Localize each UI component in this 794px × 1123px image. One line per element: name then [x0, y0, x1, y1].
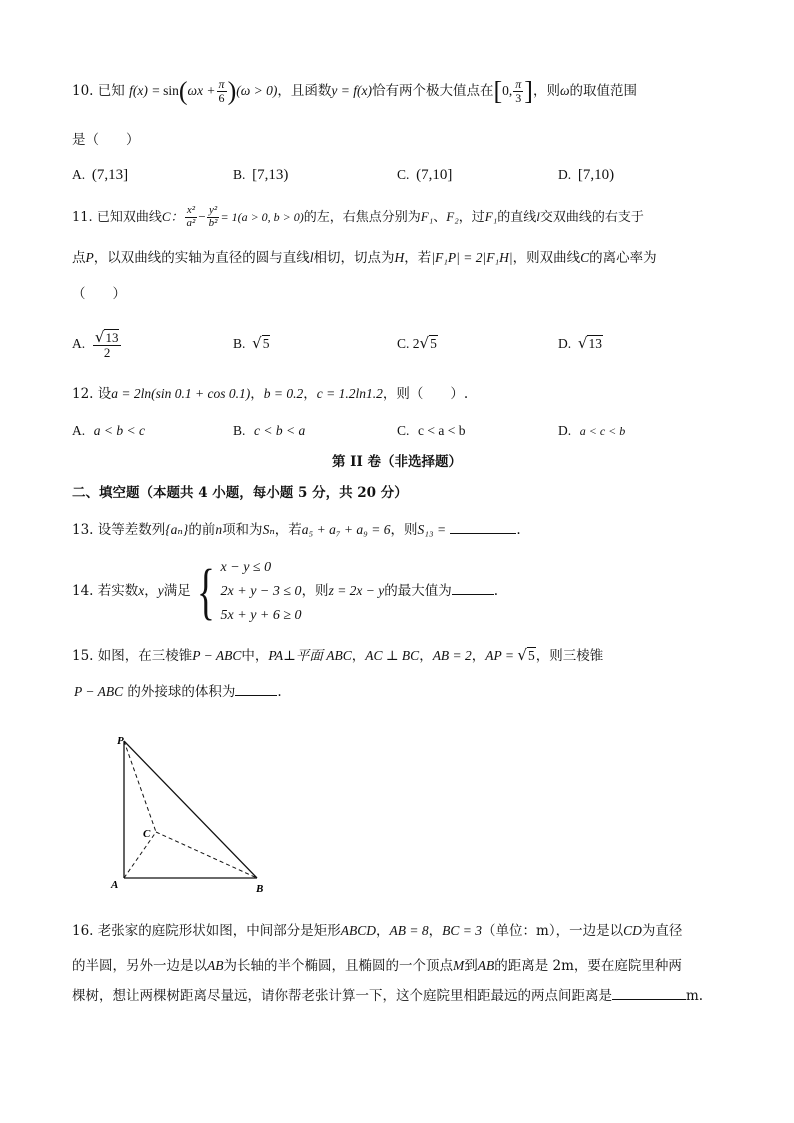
q10-pi: π [218, 77, 225, 92]
q14-constraint-2: 2x + y − 3 ≤ 0 [220, 583, 302, 599]
q15-pabc: P − ABC [192, 648, 242, 663]
q11-line2-d: ，若 [404, 250, 432, 266]
q16-ab: AB [207, 958, 224, 973]
q16-line2 [72, 955, 682, 977]
q11-line2-c: 相切，切点为 [313, 250, 395, 266]
q10-six: 6 [218, 91, 225, 105]
q10-pi-over-3 [513, 78, 523, 104]
part2-title: 第 II 卷（非选择题） [331, 454, 463, 470]
q15-end: . [277, 684, 282, 700]
q16-line1-b: ， [376, 923, 390, 939]
q10-three: 3 [515, 91, 522, 105]
q12-option-b-value: c < b < a [253, 423, 306, 438]
q11-intro: 已知双曲线 [96, 210, 162, 225]
q15-tetrahedron-figure [100, 728, 280, 898]
q12-intro: 设 [97, 386, 112, 402]
q11-mid3: 的直线 [497, 210, 537, 225]
q10-paren-open: ( [178, 76, 188, 106]
q11-option-d-label: D. [558, 336, 572, 351]
q12-option-d [558, 421, 625, 441]
q11-l2: l [309, 250, 314, 265]
q16-line3 [72, 985, 703, 1007]
q13-s13: S₁₃ = [417, 522, 447, 537]
label-c: C [143, 828, 151, 840]
q14-constraint-1: x − y ≤ 0 [220, 559, 272, 575]
q11-option-a-den: 2 [103, 345, 111, 361]
q13-seq: {aₙ} [165, 522, 189, 537]
q12-option-d-value: a < c < b [579, 424, 626, 438]
q16-line1-e: 为直径 [641, 923, 683, 939]
q15-line2-b: 的外接球的体积为 [127, 684, 236, 700]
q10-option-a-value: (7,13] [91, 167, 129, 183]
label-a: A [111, 879, 119, 891]
q13-cond: a₅ + a₇ + a₉ = 6 [301, 522, 391, 537]
q11-line3: （ ） [72, 286, 126, 302]
q14-mid: 满足 [163, 583, 191, 599]
q11-option-a-num: √13 [93, 330, 122, 347]
q14-line1 [72, 553, 498, 629]
q10-tail: ，则 [532, 83, 560, 99]
q14-constraint-3: 5x + y + 6 ≥ 0 [220, 607, 302, 623]
q12-option-b [233, 421, 305, 441]
q11-option-c: C. 2√5 [397, 334, 437, 352]
q12-c-def: c = 1.2ln1.2 [316, 386, 383, 401]
q16-abcd: ABCD [340, 923, 377, 938]
q11-option-d: D. √13 [558, 334, 602, 352]
q10-option-c [397, 165, 452, 185]
q11-y2-over-b2 [207, 205, 220, 229]
q12-line1 [72, 383, 468, 405]
q16-line2-a: 的半圆，另外一边是以 [72, 958, 207, 974]
q13-mid4: ，则 [390, 522, 418, 538]
q12-number: 12. [72, 386, 94, 402]
q14-tail: 的最大值为 [384, 583, 452, 599]
q11-line2 [72, 248, 657, 268]
q10-interval-left: 0, [502, 83, 513, 98]
q11-option-b-value: 5 [262, 336, 270, 351]
q12-tail: ，则（ ）. [382, 386, 469, 402]
q10-bracket-close: ] [524, 76, 533, 106]
q11-b2: b² [208, 217, 218, 229]
q12-option-c-label: C. [397, 423, 410, 438]
edge-cb [156, 832, 257, 878]
q11-x2: x² [186, 204, 196, 217]
q15-line2-a: P − ABC [74, 684, 124, 699]
q11-sep: 、 [433, 210, 447, 225]
q11-option-d-value: 13 [588, 336, 602, 351]
q10-paren-close: ) [227, 76, 237, 106]
q11-f1: F₁ [420, 209, 434, 224]
q11-l: l [536, 209, 540, 224]
q14-system [221, 556, 302, 628]
q16-cd: CD [623, 923, 642, 938]
q16-answer-blank[interactable] [612, 999, 686, 1000]
q15-number: 15. [72, 648, 94, 664]
q13-mid: 的前 [188, 522, 216, 538]
q14-y: y [157, 583, 164, 598]
edge-pc [124, 741, 156, 832]
q10-omega-x: ωx + [187, 83, 216, 98]
q15-sep2: ， [419, 648, 433, 664]
edge-ac [124, 832, 156, 878]
q11-cond: |F₁P| = 2|F₁H| [431, 250, 513, 265]
q12-option-b-label: B. [233, 423, 246, 438]
q11-line1 [72, 200, 644, 234]
q13-sn: Sₙ [262, 522, 275, 537]
q11-a2: a² [186, 217, 196, 229]
q11-p: P [85, 250, 94, 265]
q15-c1: PA⊥平面 ABC [268, 648, 352, 663]
q11-option-a [72, 324, 122, 364]
q16-line1-a: 老张家的庭院形状如图，中间部分是矩形 [97, 923, 341, 939]
q12-a-def: a = 2ln(sin 0.1 + cos 0.1) [111, 386, 251, 401]
q11-mid: 的左，右焦点分别为 [303, 210, 421, 225]
q10-option-d [558, 165, 614, 185]
q16-bc3: BC = 3 [442, 923, 483, 938]
q13-mid3: ，若 [274, 522, 302, 538]
q11-x2-over-a2 [185, 205, 198, 229]
q11-line2-b: ，以双曲线的实轴为直径的圆与直线 [93, 250, 310, 266]
q10-y-eq-fx: y = f(x) [331, 83, 372, 98]
q11-line2-a: 点 [72, 250, 86, 266]
q10-omega: ω [559, 83, 570, 98]
q14-x: x [138, 583, 145, 598]
q15-line1: 15. 如图，在三棱锥P − ABC中，PA⊥平面 ABC，AC ⊥ BC，AB = 2，AP = √5，则三棱锥 [72, 646, 604, 664]
q13-intro: 设等差数列 [97, 522, 166, 538]
q12-option-c [397, 421, 465, 441]
q11-line2-e: ，则双曲线 [512, 250, 581, 266]
q15-sep3: ， [471, 648, 486, 664]
q11-f2: F₂ [446, 209, 459, 224]
q13-line1 [72, 519, 521, 541]
q16-line2-c: 到 [464, 958, 478, 974]
q16-line1-d: （单位：m），一边是以 [482, 923, 624, 939]
q11-option-a-label: A. [72, 336, 86, 351]
q14-sep: ， [144, 583, 158, 599]
q11-h: H [394, 250, 405, 265]
q10-tail2: 的取值范围 [569, 83, 637, 99]
q11-mid2: ，过 [458, 210, 485, 225]
q14-z: z = 2x − y [328, 583, 385, 598]
q16-line1-c: ， [428, 923, 443, 939]
q10-intro: 已知 [97, 83, 125, 99]
section2-title: 二、填空题（本题共 4 小题，每小题 5 分，共 20 分） [72, 485, 408, 501]
q16-line2-b: 为长轴的半个椭圆，且椭圆的一个顶点 [223, 958, 453, 974]
q11-option-a-sqrt13: 13 [105, 329, 119, 345]
q10-option-d-label: D. [558, 167, 572, 182]
q11-y2: y² [208, 204, 218, 217]
q11-minus: − [198, 209, 206, 224]
q11-f1b: F₁ [484, 209, 498, 224]
q16-line3-a: 棵树，想让两棵树距离尽量远，请你帮老张计算一下，这个庭院里相距最远的两点间距离是 [72, 988, 612, 1004]
q12-option-a [72, 421, 145, 441]
q15-c2: AC ⊥ BC [365, 648, 420, 663]
q15-c4-pre: AP = [485, 648, 518, 663]
q10-mid: ，且函数 [277, 83, 332, 99]
q12-option-a-value: a < b < c [93, 423, 145, 438]
q12-option-c-value: c < a < b [417, 423, 466, 438]
q11-option-b-label: B. [233, 336, 246, 351]
q13-n: n [215, 522, 223, 537]
q16-line3-b: m. [686, 988, 704, 1004]
q11-option-c-value: 5 [430, 336, 437, 351]
q15-sep1: ， [351, 648, 366, 664]
q11-mid4: 交双曲线的右支于 [539, 210, 644, 225]
q15-c3: AB = 2 [432, 648, 472, 663]
q14-intro: 若实数 [97, 583, 139, 599]
q11-option-a-frac [93, 327, 122, 361]
q15-intro: 如图，在三棱锥 [97, 648, 193, 664]
q10-option-c-label: C. [397, 167, 410, 182]
q10-mid2: 恰有两个极大值点在 [371, 83, 494, 99]
q13-number: 13. [72, 522, 94, 538]
q13-mid2: 项和为 [222, 522, 263, 538]
q14-mid2: ，则 [301, 583, 329, 599]
label-b: B [256, 883, 264, 895]
q13-tail: . [516, 522, 521, 538]
q16-ab2: AB [477, 958, 495, 973]
q10-option-b-value: [7,13) [252, 167, 289, 183]
q11-eq-cond: = 1(a > 0, b > 0) [220, 210, 304, 224]
q11-option-b: B. √5 [233, 334, 270, 352]
q10-func-lhs: f(x) [129, 83, 148, 98]
q12-b-def: b = 0.2 [263, 386, 304, 401]
q10-option-c-value: (7,10] [416, 167, 453, 183]
q10-number: 10. [72, 83, 94, 99]
q12-option-d-label: D. [558, 423, 572, 438]
q15-line2 [74, 681, 282, 703]
q12-option-a-label: A. [72, 423, 86, 438]
q10-option-a-label: A. [72, 167, 86, 182]
q10-pi-over-6 [217, 78, 227, 104]
q10-option-b [233, 165, 288, 185]
q10-option-d-value: [7,10) [577, 167, 615, 183]
q15-mid: 中， [241, 648, 269, 664]
q15-answer-blank[interactable] [235, 695, 277, 696]
q11-option-c-label: C. 2 [397, 336, 420, 351]
q15-tail: ，则三棱锥 [535, 648, 604, 664]
q11-line2-f: 的离心率为 [589, 250, 657, 266]
q11-number: 11. [72, 210, 93, 225]
q14-end: . [493, 583, 499, 599]
q11-c-label: C： [161, 209, 184, 224]
q10-option-b-label: B. [233, 167, 246, 182]
label-p: P [117, 735, 124, 747]
q13-answer-blank[interactable] [450, 533, 516, 534]
edge-pb [124, 741, 257, 878]
q15-c4-rad: 5 [527, 648, 535, 663]
q16-line1 [72, 920, 682, 942]
q10-cond: (ω > 0) [236, 83, 278, 98]
q10-line2: 是（ ） [72, 132, 140, 148]
q11-c2: C [580, 250, 590, 265]
q10-line1 [72, 73, 637, 109]
q10-option-a [72, 165, 128, 185]
q10-bracket-open: [ [493, 76, 503, 106]
q16-ab8: AB = 8 [389, 923, 429, 938]
q14-answer-blank[interactable] [452, 594, 494, 595]
q16-m: M [453, 958, 465, 973]
q16-number: 16. [72, 923, 94, 939]
q14-brace: { [196, 557, 215, 626]
q10-eq-sin: = sin [152, 83, 179, 98]
q14-number: 14. [72, 583, 94, 599]
q12-sep2: ， [303, 386, 317, 402]
q16-line2-d: 的距离是 2m，要在庭院里种两 [494, 958, 682, 974]
q12-sep1: ， [250, 386, 264, 402]
q10-pi2: π [515, 77, 522, 92]
